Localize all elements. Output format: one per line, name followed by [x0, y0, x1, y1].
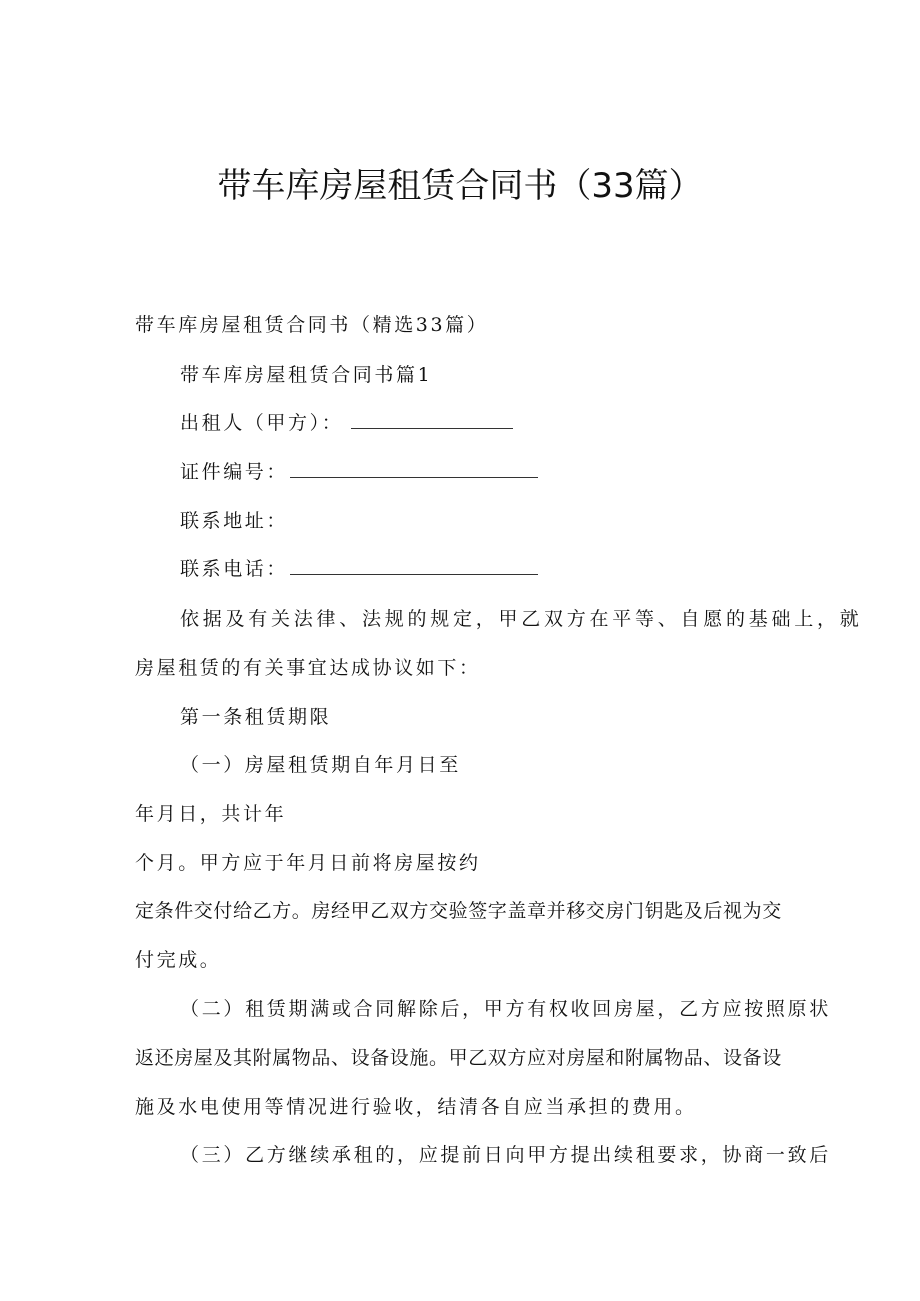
phone-label: 联系电话：: [180, 558, 289, 580]
clause-3-line-1: （三）乙方继续承租的，应提前日向甲方提出续租要求，协商一致后: [180, 1144, 832, 1166]
document-subtitle: 带车库房屋租赁合同书（精选33篇）: [135, 314, 489, 336]
lessor-blank-line: [351, 410, 513, 429]
lessor-field: [180, 410, 513, 436]
id-number-blank-line: [290, 459, 538, 478]
clause-1-line-5: 付完成。: [135, 949, 222, 971]
paragraph-1-line-1: 依据及有关法律、法规的规定，甲乙双方在平等、自愿的基础上，就: [180, 608, 863, 630]
phone-blank-line: [290, 556, 538, 575]
clause-2-line-3: 施及水电使用等情况进行验收，结清各自应当承担的费用。: [135, 1096, 697, 1118]
document-title: 带车库房屋租赁合同书（33篇）: [217, 166, 703, 206]
address-label: 联系地址：: [180, 510, 289, 532]
clause-1-line-1: （一）房屋租赁期自年月日至: [180, 754, 461, 776]
phone-field: [180, 556, 538, 582]
article-1-heading: 第一条租赁期限: [180, 706, 332, 728]
clause-1-line-4: 定条件交付给乙方。房经甲乙双方交验签字盖章并移交房门钥匙及后视为交: [135, 900, 782, 922]
id-number-field: [180, 459, 538, 485]
clause-1-line-3: 个月。甲方应于年月日前将房屋按约: [135, 852, 481, 874]
id-number-label: 证件编号：: [180, 461, 289, 483]
section-heading: 带车库房屋租赁合同书篇1: [180, 364, 433, 386]
clause-2-line-1: （二）租赁期满或合同解除后，甲方有权收回房屋，乙方应按照原状: [180, 998, 832, 1020]
paragraph-1-line-2: 房屋租赁的有关事宜达成协议如下：: [135, 657, 481, 679]
lessor-label: 出租人（甲方）：: [180, 412, 344, 434]
clause-1-line-2: 年月日，共计年: [135, 803, 287, 825]
clause-2-line-2: 返还房屋及其附属物品、设备设施。甲乙双方应对房屋和附属物品、设备设: [135, 1047, 782, 1069]
